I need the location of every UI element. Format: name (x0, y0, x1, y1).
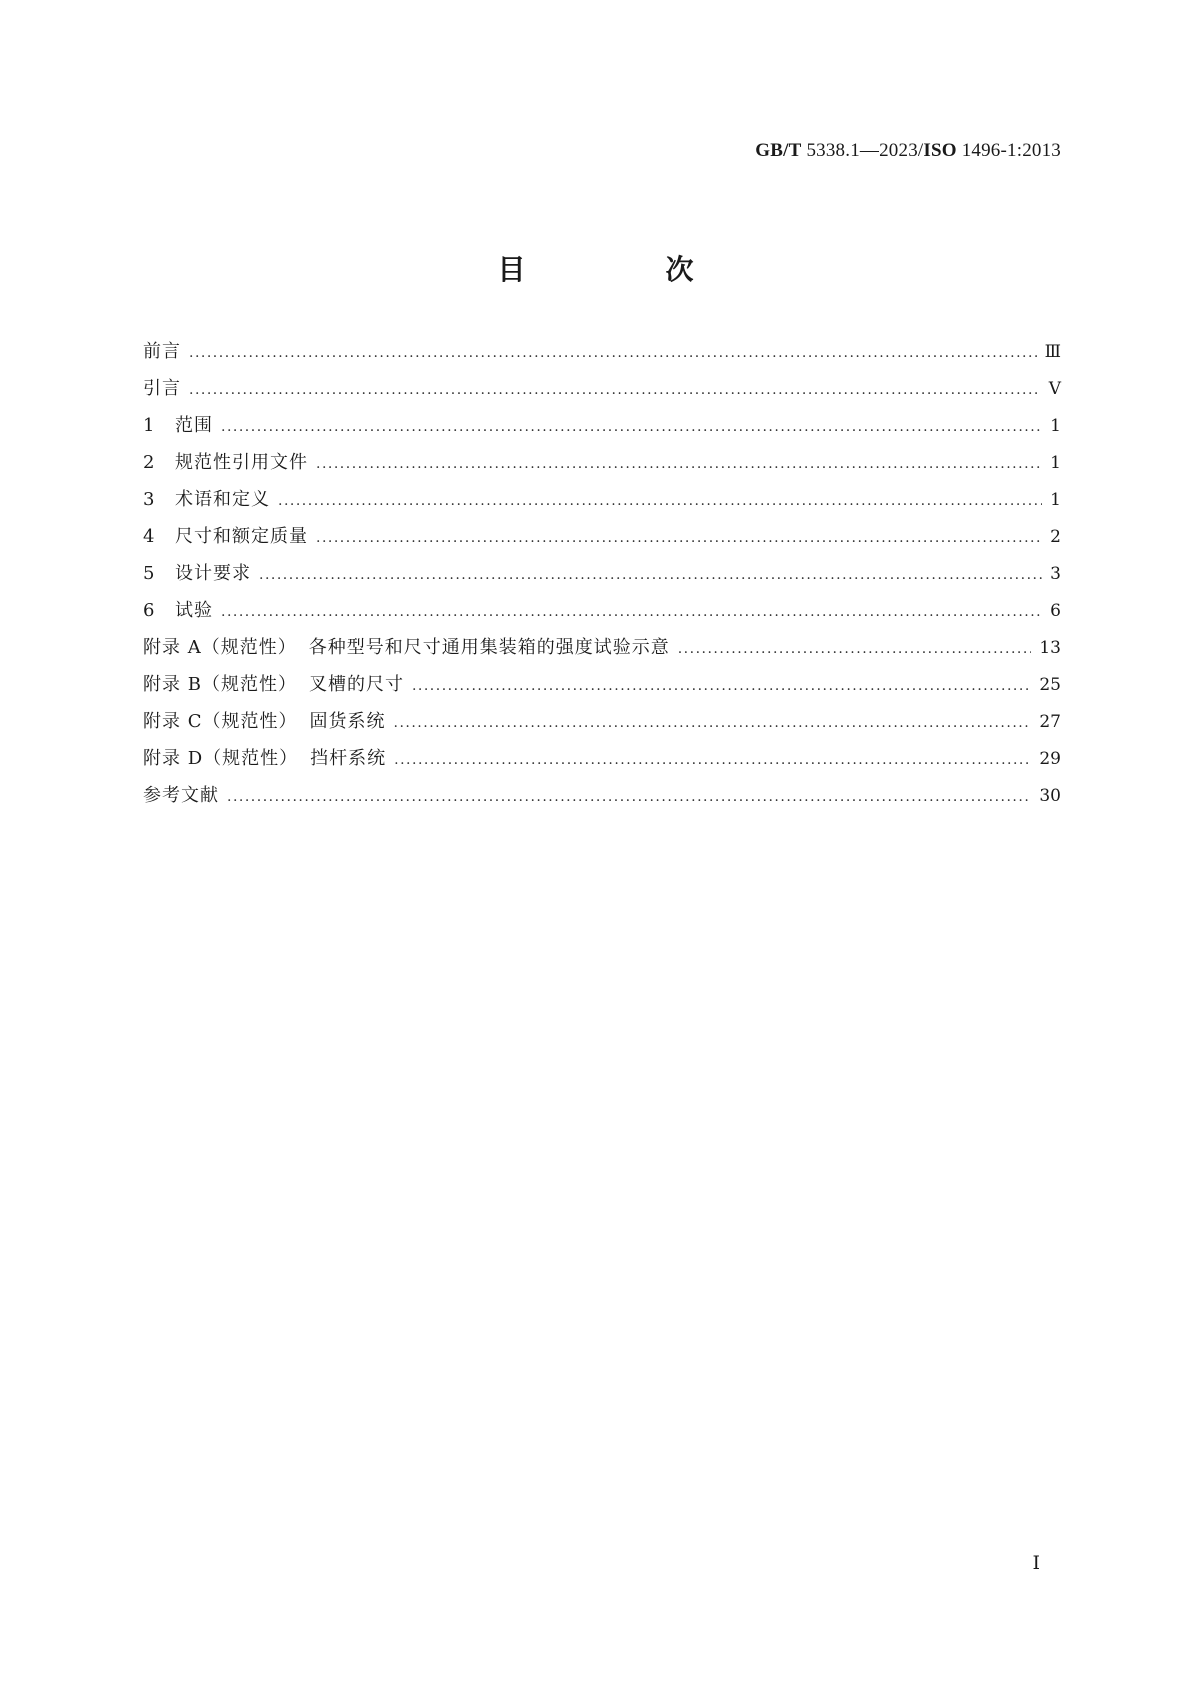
toc-leader (221, 419, 1042, 435)
toc-clause-number: 6 (143, 600, 155, 621)
toc-leader (259, 567, 1042, 583)
toc-page-number: 1 (1050, 416, 1061, 436)
toc-entry-bibliography[interactable] (143, 781, 1061, 818)
toc-entry-normative-references[interactable] (143, 448, 1061, 485)
toc-entry-testing[interactable] (143, 596, 1061, 633)
toc-page-number: 25 (1039, 675, 1061, 695)
toc-label: 术语和定义 (175, 489, 270, 510)
toc-label (143, 744, 386, 770)
page-title: 目 次 (497, 253, 750, 286)
toc-entry-annex-c[interactable] (143, 707, 1061, 744)
toc-label (143, 633, 670, 659)
toc-entry-dimensions-ratings[interactable] (143, 522, 1061, 559)
toc-annex-title: 固货系统 (309, 711, 386, 732)
toc-leader (189, 345, 1037, 361)
toc-label: 设计要求 (175, 563, 251, 584)
std-number: 5338.1—2023/ (806, 140, 924, 161)
toc-label: 参考文献 (143, 785, 219, 806)
toc-page-number: 2 (1050, 527, 1061, 547)
toc-label: 试验 (175, 600, 213, 621)
toc-label (143, 707, 386, 733)
toc-page-number: 30 (1039, 786, 1061, 806)
toc-label (143, 670, 404, 696)
toc-label: 引言 (143, 378, 181, 399)
toc-entry-introduction[interactable] (143, 374, 1061, 411)
toc-leader (316, 456, 1042, 472)
toc-label: 尺寸和额定质量 (175, 526, 308, 547)
toc-annex-label: 附录 D（规范性） (143, 748, 299, 769)
toc-annex-label: 附录 B（规范性） (143, 674, 297, 695)
toc-clause-number: 3 (143, 489, 155, 510)
toc-page-number: 3 (1050, 564, 1061, 584)
toc-entry-annex-a[interactable] (143, 633, 1061, 670)
toc-page-number: 27 (1039, 712, 1061, 732)
toc-page-number: 29 (1039, 749, 1061, 769)
iso-number: 1496-1:2013 (961, 140, 1061, 161)
std-prefix: GB/T (755, 140, 802, 161)
toc-label: 范围 (175, 415, 213, 436)
toc-label: 规范性引用文件 (175, 452, 308, 473)
toc-leader (316, 530, 1042, 546)
toc-annex-title: 各种型号和尺寸通用集装箱的强度试验示意 (308, 637, 670, 658)
toc-clause-number: 4 (143, 526, 155, 547)
toc-entry-preface[interactable] (143, 337, 1061, 374)
table-of-contents (143, 337, 1061, 818)
toc-annex-label: 附录 C（规范性） (143, 711, 298, 732)
toc-annex-title: 叉槽的尺寸 (308, 674, 404, 695)
toc-label: 前言 (143, 341, 181, 362)
toc-entry-annex-d[interactable] (143, 744, 1061, 781)
toc-page-number: 1 (1050, 453, 1061, 473)
toc-leader (189, 382, 1041, 398)
toc-page-number: Ⅴ (1048, 379, 1061, 399)
toc-entry-terms-definitions[interactable] (143, 485, 1061, 522)
toc-clause-number: 2 (143, 452, 155, 473)
toc-entry-scope[interactable] (143, 411, 1061, 448)
toc-page-number: 13 (1039, 638, 1061, 658)
toc-clause-number: 5 (143, 563, 155, 584)
toc-leader (221, 604, 1042, 620)
toc-leader (227, 789, 1031, 805)
toc-annex-title: 挡杆系统 (310, 748, 387, 769)
toc-entry-design-requirements[interactable] (143, 559, 1061, 596)
toc-leader (678, 641, 1032, 657)
toc-page-number: 1 (1050, 490, 1061, 510)
toc-leader (278, 493, 1042, 509)
page-number: Ⅰ (1032, 1553, 1040, 1574)
toc-page-number: Ⅲ (1044, 342, 1061, 362)
toc-page-number: 6 (1050, 601, 1061, 621)
toc-leader (394, 715, 1032, 731)
toc-clause-number: 1 (143, 415, 155, 436)
toc-leader (394, 752, 1031, 768)
toc-entry-annex-b[interactable] (143, 670, 1061, 707)
toc-leader (412, 678, 1031, 694)
iso-prefix: ISO (923, 140, 957, 161)
standard-code (755, 140, 1061, 162)
toc-annex-label: 附录 A（规范性） (143, 637, 297, 658)
